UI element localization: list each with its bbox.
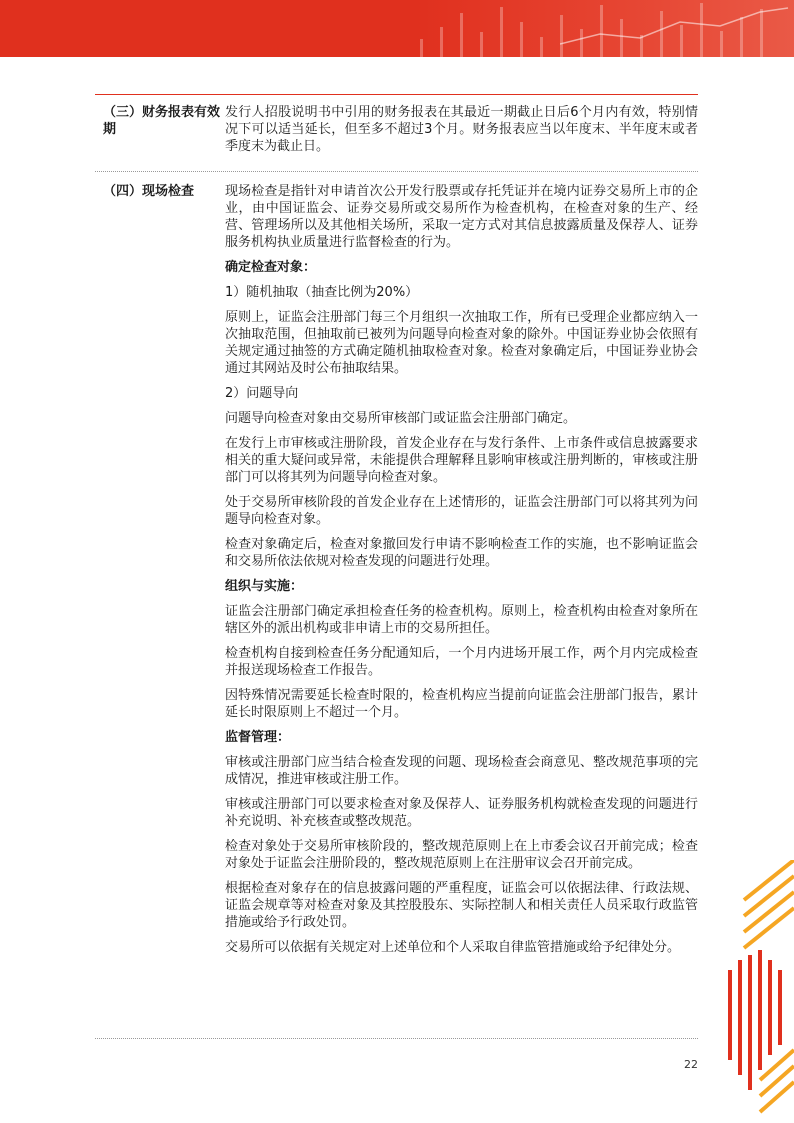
header-banner [0, 0, 794, 57]
banner-bar-decoration [480, 32, 483, 57]
banner-bar-decoration [500, 7, 503, 57]
banner-bar-decoration [420, 39, 423, 57]
subsection-heading: 监督管理： [225, 730, 291, 745]
banner-bar-decoration [540, 37, 543, 57]
paragraph: 审核或注册部门应当结合检查发现的问题、现场检查会商意见、整改规范事项的完成情况，推进审核或注册工作。 [225, 755, 698, 787]
paragraph: 在发行上市审核或注册阶段，首发企业存在与发行条件、上市条件或信息披露要求相关的重大疑问或异常，未能提供合理解释且影响审核或注册判断的，审核或注册部门可以将其列为问题导向检查对象。 [225, 436, 698, 485]
row-term: （四）现场检查 [103, 184, 195, 199]
list-subheading: 2）问题导向 [225, 386, 299, 401]
corner-stripes-decoration [724, 860, 794, 1123]
page-number: 22 [684, 1058, 698, 1071]
table-row [95, 183, 698, 964]
paragraph: 检查机构自接到检查任务分配通知后，一个月内进场开展工作，两个月内完成检查并报送现场检查工作报告。 [225, 646, 698, 678]
paragraph: 检查对象确定后，检查对象撤回发行申请不影响检查工作的实施，也不影响证监会和交易所依法依规对检查发现的问题进行处理。 [225, 537, 698, 569]
subsection-heading: 确定检查对象： [225, 260, 317, 275]
banner-bar-decoration [460, 13, 463, 57]
subsection-heading: 组织与实施： [225, 579, 304, 594]
paragraph: 问题导向检查对象由交易所审核部门或证监会注册部门确定。 [225, 411, 577, 426]
paragraph: 因特殊情况需要延长检查时限的，检查机构应当提前向证监会注册部门报告，累计延长时限原则上不超过一个月。 [225, 688, 698, 720]
paragraph: 处于交易所审核阶段的首发企业存在上述情形的，证监会注册部门可以将其列为问题导向检查对象。 [225, 495, 698, 527]
banner-bar-decoration [520, 22, 523, 57]
paragraph: 根据检查对象存在的信息披露问题的严重程度，证监会可以依据法律、行政法规、证监会规章等对检查对象及其控股股东、实际控制人和相关责任人员采取行政监管措施或给予行政处罚。 [225, 881, 698, 930]
paragraph: 现场检查是指针对申请首次公开发行股票或存托凭证并在境内证券交易所上市的企业，由中国证监会、证券交易所或交易所作为检查机构，在检查对象的生产、经营、管理场所以及其他相关场所，采取一定方式对其信息披露质量及保荐人、证券服务机构执业质量进行监督检查的行为。 [225, 184, 698, 250]
paragraph: 证监会注册部门确定承担检查任务的检查机构。原则上，检查机构由检查对象所在辖区外的派出机构或非申请上市的交易所担任。 [225, 604, 698, 636]
row-term: （三）财务报表有效期 [103, 105, 221, 137]
table-top-rule [95, 94, 698, 95]
table-bottom-rule [95, 1038, 698, 1039]
paragraph: 发行人招股说明书中引用的财务报表在其最近一期截止日后6个月内有效，特别情况下可以适当延长，但至多不超过3个月。财务报表应当以年度末、半年度末或者季度末为截止日。 [225, 105, 698, 154]
table-row [95, 104, 698, 163]
paragraph: 原则上，证监会注册部门每三个月组织一次抽取工作，所有已受理企业都应纳入一次抽取范围，但抽取前已被列为问题导向检查对象的除外。中国证券业协会依照有关规定通过抽签的方式确定随机抽取检查对象。检查对象确定后，中国证券业协会通过其网站及时公布抽取结果。 [225, 310, 698, 376]
row-body [225, 104, 698, 163]
paragraph: 审核或注册部门可以要求检查对象及保荐人、证券服务机构就检查发现的问题进行补充说明、补充核查或整改规范。 [225, 797, 698, 829]
table-row-divider [95, 171, 698, 172]
row-body [225, 183, 698, 964]
banner-bar-decoration [440, 27, 443, 57]
list-subheading: 1）随机抽取（抽查比例为20%） [225, 285, 419, 300]
paragraph: 交易所可以依据有关规定对上述单位和个人采取自律监管措施或给予纪律处分。 [225, 940, 681, 955]
paragraph: 检查对象处于交易所审核阶段的，整改规范原则上在上市委会议召开前完成；检查对象处于证监会注册阶段的，整改规范原则上在注册审议会召开前完成。 [225, 839, 698, 871]
trend-line-decoration [560, 4, 790, 54]
